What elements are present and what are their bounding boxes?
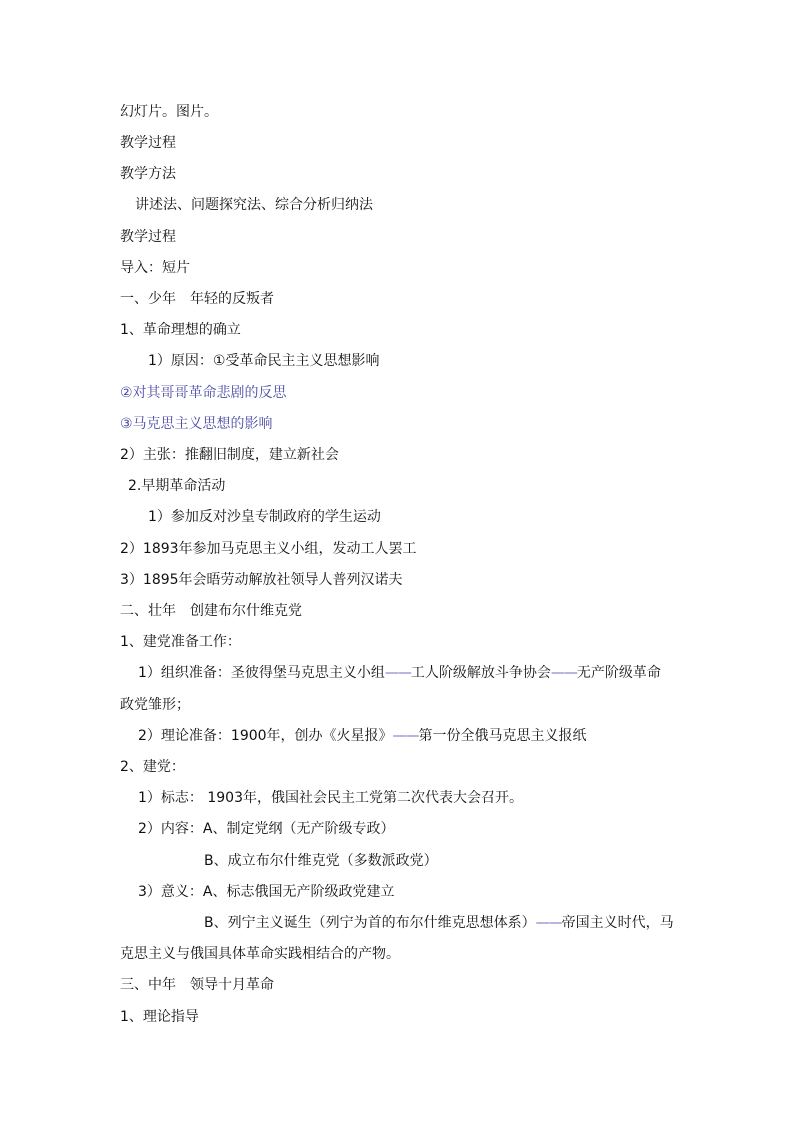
text-line: 3）1895年会晤劳动解放社领导人普列汉诺夫	[120, 572, 403, 588]
section-heading: 二、壮年 创建布尔什维克党	[120, 603, 302, 619]
text-line: 教学过程	[120, 135, 176, 151]
text-line: 教学过程	[120, 229, 176, 245]
text-segment: 工人阶级解放斗争协会	[410, 665, 551, 681]
text-line: 2）内容：A、制定党纲（无产阶级专政）	[138, 821, 395, 837]
dash-connector: ——	[535, 915, 562, 931]
text-line: ②对其哥哥革命悲剧的反思	[120, 385, 287, 401]
text-line	[138, 727, 587, 745]
text-line: 讲述法、问题探究法、综合分析归纳法	[135, 197, 373, 213]
section-heading: 一、少年 年轻的反叛者	[120, 291, 274, 307]
text-segment: 帝国主义时代，马	[561, 915, 674, 931]
text-line: 1、革命理想的确立	[120, 322, 241, 338]
text-segment: 2）理论准备：1900年，创办《火星报》	[138, 728, 393, 744]
text-line: 2）主张：推翻旧制度，建立新社会	[120, 447, 339, 463]
text-line: 1）参加反对沙皇专制政府的学生运动	[148, 509, 381, 525]
text-segment: B、列宁主义诞生（列宁为首的布尔什维克思想体系）	[204, 915, 536, 931]
text-line: 3）意义：A、标志俄国无产阶级政党建立	[138, 884, 395, 900]
dash-connector: ——	[384, 665, 411, 681]
text-line: 政党雏形；	[120, 697, 190, 713]
text-line: 1）标志： 1903年，俄国社会民主工党第二次代表大会召开。	[138, 790, 523, 806]
text-line: 1）原因：①受革命民主主义思想影响	[148, 353, 380, 369]
text-line: 2.早期革命活动	[128, 478, 226, 494]
text-line: 1、理论指导	[120, 1009, 199, 1025]
text-line: 教学方法	[120, 166, 176, 182]
text-line: 2、建党：	[120, 759, 185, 775]
text-segment: 无产阶级革命	[576, 665, 661, 681]
text-segment: 第一份全俄马克思主义报纸	[418, 728, 587, 744]
text-line: 1、建党准备工作：	[120, 634, 241, 650]
section-heading: 三、中年 领导十月革命	[120, 977, 274, 993]
text-line: ③马克思主义思想的影响	[120, 416, 273, 432]
dash-connector: ——	[392, 728, 419, 744]
text-line	[138, 664, 661, 682]
text-line	[204, 914, 674, 932]
text-line: 2）1893年参加马克思主义小组，发动工人罢工	[120, 541, 417, 557]
text-line: 导入：短片	[120, 260, 190, 276]
dash-connector: ——	[550, 665, 577, 681]
text-segment: 1）组织准备：圣彼得堡马克思主义小组	[138, 665, 385, 681]
text-line: 克思主义与俄国具体革命实践相结合的产物。	[120, 946, 400, 962]
text-line: B、成立布尔什维克党（多数派政党）	[204, 853, 438, 869]
text-line: 幻灯片。图片。	[120, 104, 218, 120]
